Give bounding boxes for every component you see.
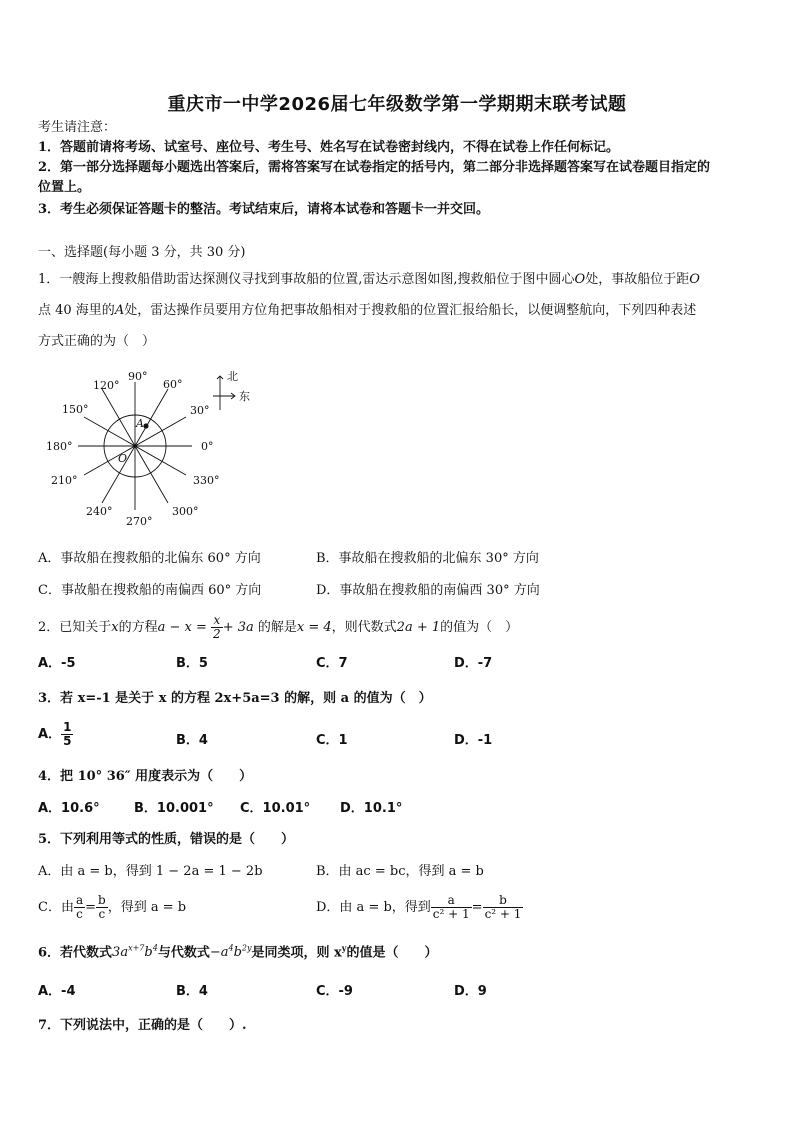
q5-d-d2: c² + 1 bbox=[484, 907, 522, 921]
q2-option-c: C．7 bbox=[316, 656, 348, 671]
q5-stem: 5．下列利用等式的性质，错误的是（ ） bbox=[38, 832, 295, 847]
notice-heading: 考生请注意： bbox=[38, 120, 117, 135]
q5-d-eq: = bbox=[471, 900, 483, 915]
notice-item-2: 2．第一部分选择题每小题选出答案后，需将答案写在试卷指定的括号内，第二部分非选择题答案写在试卷题目指定的 bbox=[38, 160, 711, 175]
q4-stem: 4．把 10° 36″ 用度表示为（ ） bbox=[38, 769, 253, 784]
q6-option-b: B．4 bbox=[176, 984, 208, 999]
q2-fraction bbox=[211, 614, 223, 641]
angle-180: 180° bbox=[46, 440, 73, 453]
q6-t2b-sup: 2y bbox=[241, 944, 252, 953]
q5-d-frac-1 bbox=[431, 894, 472, 921]
q5-d-n1: a bbox=[431, 894, 472, 908]
q6-t1-sup: x+7 bbox=[128, 944, 145, 953]
q2-stem bbox=[38, 613, 518, 643]
point-a-label: A bbox=[136, 417, 144, 430]
q2-text-mid2: 的解是 bbox=[257, 620, 297, 635]
notice-item-3: 3．考生必须保证答题卡的整洁。考试结束后，请将本试卷和答题卡一并交回。 bbox=[38, 202, 490, 217]
q6-text-mid: 与代数式 bbox=[157, 945, 210, 961]
angle-90: 90° bbox=[128, 370, 148, 383]
angle-150: 150° bbox=[62, 403, 89, 416]
point-o-label: O bbox=[118, 452, 128, 465]
q5-d-d1: c² + 1 bbox=[432, 907, 470, 921]
q1-text-b: 处，事故船位于距 bbox=[585, 272, 690, 287]
q1-option-a: A．事故船在搜救船的北偏东 60° 方向 bbox=[38, 551, 261, 566]
q1-line-1 bbox=[38, 270, 700, 290]
section-heading: 一、选择题(每小题 3 分，共 30 分) bbox=[38, 245, 246, 260]
angle-270: 270° bbox=[126, 515, 153, 528]
angle-120: 120° bbox=[93, 379, 120, 392]
q5-c-d1: c bbox=[76, 907, 83, 921]
angle-300: 300° bbox=[172, 505, 199, 518]
compass-north-label: 北 bbox=[227, 370, 238, 383]
q6-text-pre: 6．若代数式 bbox=[38, 945, 113, 961]
q6-t2: −a bbox=[209, 945, 229, 961]
q2-expression: 2a + 1 bbox=[396, 620, 441, 635]
q6-t2-sup: 4 bbox=[228, 944, 234, 953]
q6-text-post: 是同类项，则 x bbox=[251, 945, 342, 961]
q2-equation-lhs: a − x = bbox=[157, 620, 207, 635]
q7-stem: 7．下列说法中，正确的是（ ）. bbox=[38, 1018, 247, 1033]
q2-option-d: D．-7 bbox=[454, 656, 493, 671]
q6-t1b-sup: 4 bbox=[152, 944, 158, 953]
q1-option-c: C．事故船在搜救船的南偏西 60° 方向 bbox=[38, 583, 262, 598]
q2-fraction-den: 2 bbox=[213, 627, 221, 641]
q6-t2b: b bbox=[233, 945, 242, 961]
q1-option-d: D．事故船在搜救船的南偏西 30° 方向 bbox=[316, 583, 540, 598]
q1-option-b: B．事故船在搜救船的北偏东 30° 方向 bbox=[316, 551, 539, 566]
q3-stem: 3．若 x=-1 是关于 x 的方程 2x+5a=3 的解，则 a 的值为（ ） bbox=[38, 691, 432, 706]
q6-text-post2: 的值是（ ） bbox=[346, 945, 438, 961]
q2-text-mid3: ，则代数式 bbox=[331, 620, 397, 635]
q2-fraction-num: x bbox=[211, 614, 223, 628]
q2-text-post: 的值为（ ） bbox=[440, 620, 519, 635]
q5-c-frac-1 bbox=[74, 894, 85, 921]
point-a-marker bbox=[143, 423, 148, 428]
q2-solution: x = 4 bbox=[296, 620, 332, 635]
q6-post-sup: y bbox=[341, 943, 347, 953]
q2-equation-rhs: + 3a bbox=[222, 620, 254, 635]
q2-text-pre: 2．已知关于 bbox=[38, 620, 112, 635]
q5-c-pre: C．由 bbox=[38, 900, 74, 915]
q4-option-d: D．10.1° bbox=[340, 801, 403, 816]
q5-d-n2: b bbox=[483, 894, 524, 908]
q5-c-frac-2 bbox=[96, 894, 108, 921]
q3-option-a-fraction bbox=[61, 721, 73, 748]
q6-option-d: D．9 bbox=[454, 984, 487, 999]
q1-line-2 bbox=[38, 301, 696, 321]
q5-d-frac-2 bbox=[483, 894, 524, 921]
q1-text-c: 点 40 海里的 bbox=[38, 303, 115, 318]
q6-stem bbox=[38, 938, 437, 963]
notice-item-2-cont: 位置上。 bbox=[38, 180, 91, 195]
notice-item-1: 1．答题前请将考场、试室号、座位号、考生号、姓名写在试卷密封线内，不得在试卷上作任何标记。 bbox=[38, 140, 620, 155]
q3-option-b: B．4 bbox=[176, 733, 208, 748]
q5-option-a: A．由 a = b，得到 1 − 2a = 1 − 2b bbox=[38, 864, 263, 879]
angle-0: 0° bbox=[201, 440, 214, 453]
q6-option-c: C．-9 bbox=[316, 984, 353, 999]
q3-frac-den: 5 bbox=[63, 734, 72, 748]
page-title: 重庆市一中学2026届七年级数学第一学期期末联考试题 bbox=[167, 94, 627, 115]
q1-line-3: 方式正确的为（ ） bbox=[38, 334, 156, 349]
q6-term-1 bbox=[112, 945, 158, 960]
q2-var-x: x bbox=[111, 620, 119, 635]
q2-text-mid1: 的方程 bbox=[118, 620, 158, 635]
q5-option-b: B．由 ac = bc，得到 a = b bbox=[316, 864, 484, 879]
q5-d-pre: D．由 a = b，得到 bbox=[316, 900, 431, 915]
q5-c-d2: c bbox=[98, 907, 106, 921]
q1-var-o: O bbox=[574, 272, 586, 287]
angle-330: 330° bbox=[193, 474, 220, 487]
q1-text-d: 处，雷达操作员要用方位角把事故船相对于搜救船的位置汇报给船长，以便调整航向，下列四种表述 bbox=[124, 303, 697, 318]
compass-east-label: 东 bbox=[239, 390, 250, 403]
angle-60: 60° bbox=[163, 378, 183, 391]
q2-option-a: A．-5 bbox=[38, 656, 76, 671]
q5-c-n2: b bbox=[98, 893, 106, 907]
q5-option-d bbox=[316, 889, 523, 927]
q6-t1: 3a bbox=[112, 945, 129, 961]
q1-var-o-2: O bbox=[689, 272, 700, 287]
angle-30: 30° bbox=[190, 404, 210, 417]
q4-option-b: B．10.001° bbox=[134, 801, 214, 816]
q4-option-a: A．10.6° bbox=[38, 801, 100, 816]
q1-text-a: 1．一艘海上搜救船借助雷达探测仪寻找到事故船的位置,雷达示意图如图,搜救船位于图中圆心 bbox=[38, 272, 575, 287]
q6-term-2 bbox=[210, 945, 252, 960]
q5-c-post: ，得到 a = b bbox=[107, 900, 187, 915]
angle-240: 240° bbox=[86, 505, 113, 518]
q2-option-b: B．5 bbox=[176, 656, 208, 671]
q4-option-c: C．10.01° bbox=[240, 801, 311, 816]
q5-c-n1: a bbox=[75, 893, 84, 907]
q5-c-eq: = bbox=[85, 900, 97, 915]
q3-option-a-label: A． bbox=[38, 727, 62, 742]
q1-var-a: A bbox=[114, 303, 125, 318]
q6-option-a: A．-4 bbox=[38, 984, 76, 999]
q3-option-a bbox=[38, 720, 73, 750]
q3-option-d: D．-1 bbox=[454, 733, 493, 748]
radar-diagram bbox=[38, 362, 278, 532]
q3-option-c: C．1 bbox=[316, 733, 348, 748]
angle-210: 210° bbox=[51, 474, 78, 487]
q5-option-c bbox=[38, 889, 186, 927]
q3-frac-num: 1 bbox=[63, 720, 72, 734]
q6-t1b: b bbox=[144, 945, 153, 961]
